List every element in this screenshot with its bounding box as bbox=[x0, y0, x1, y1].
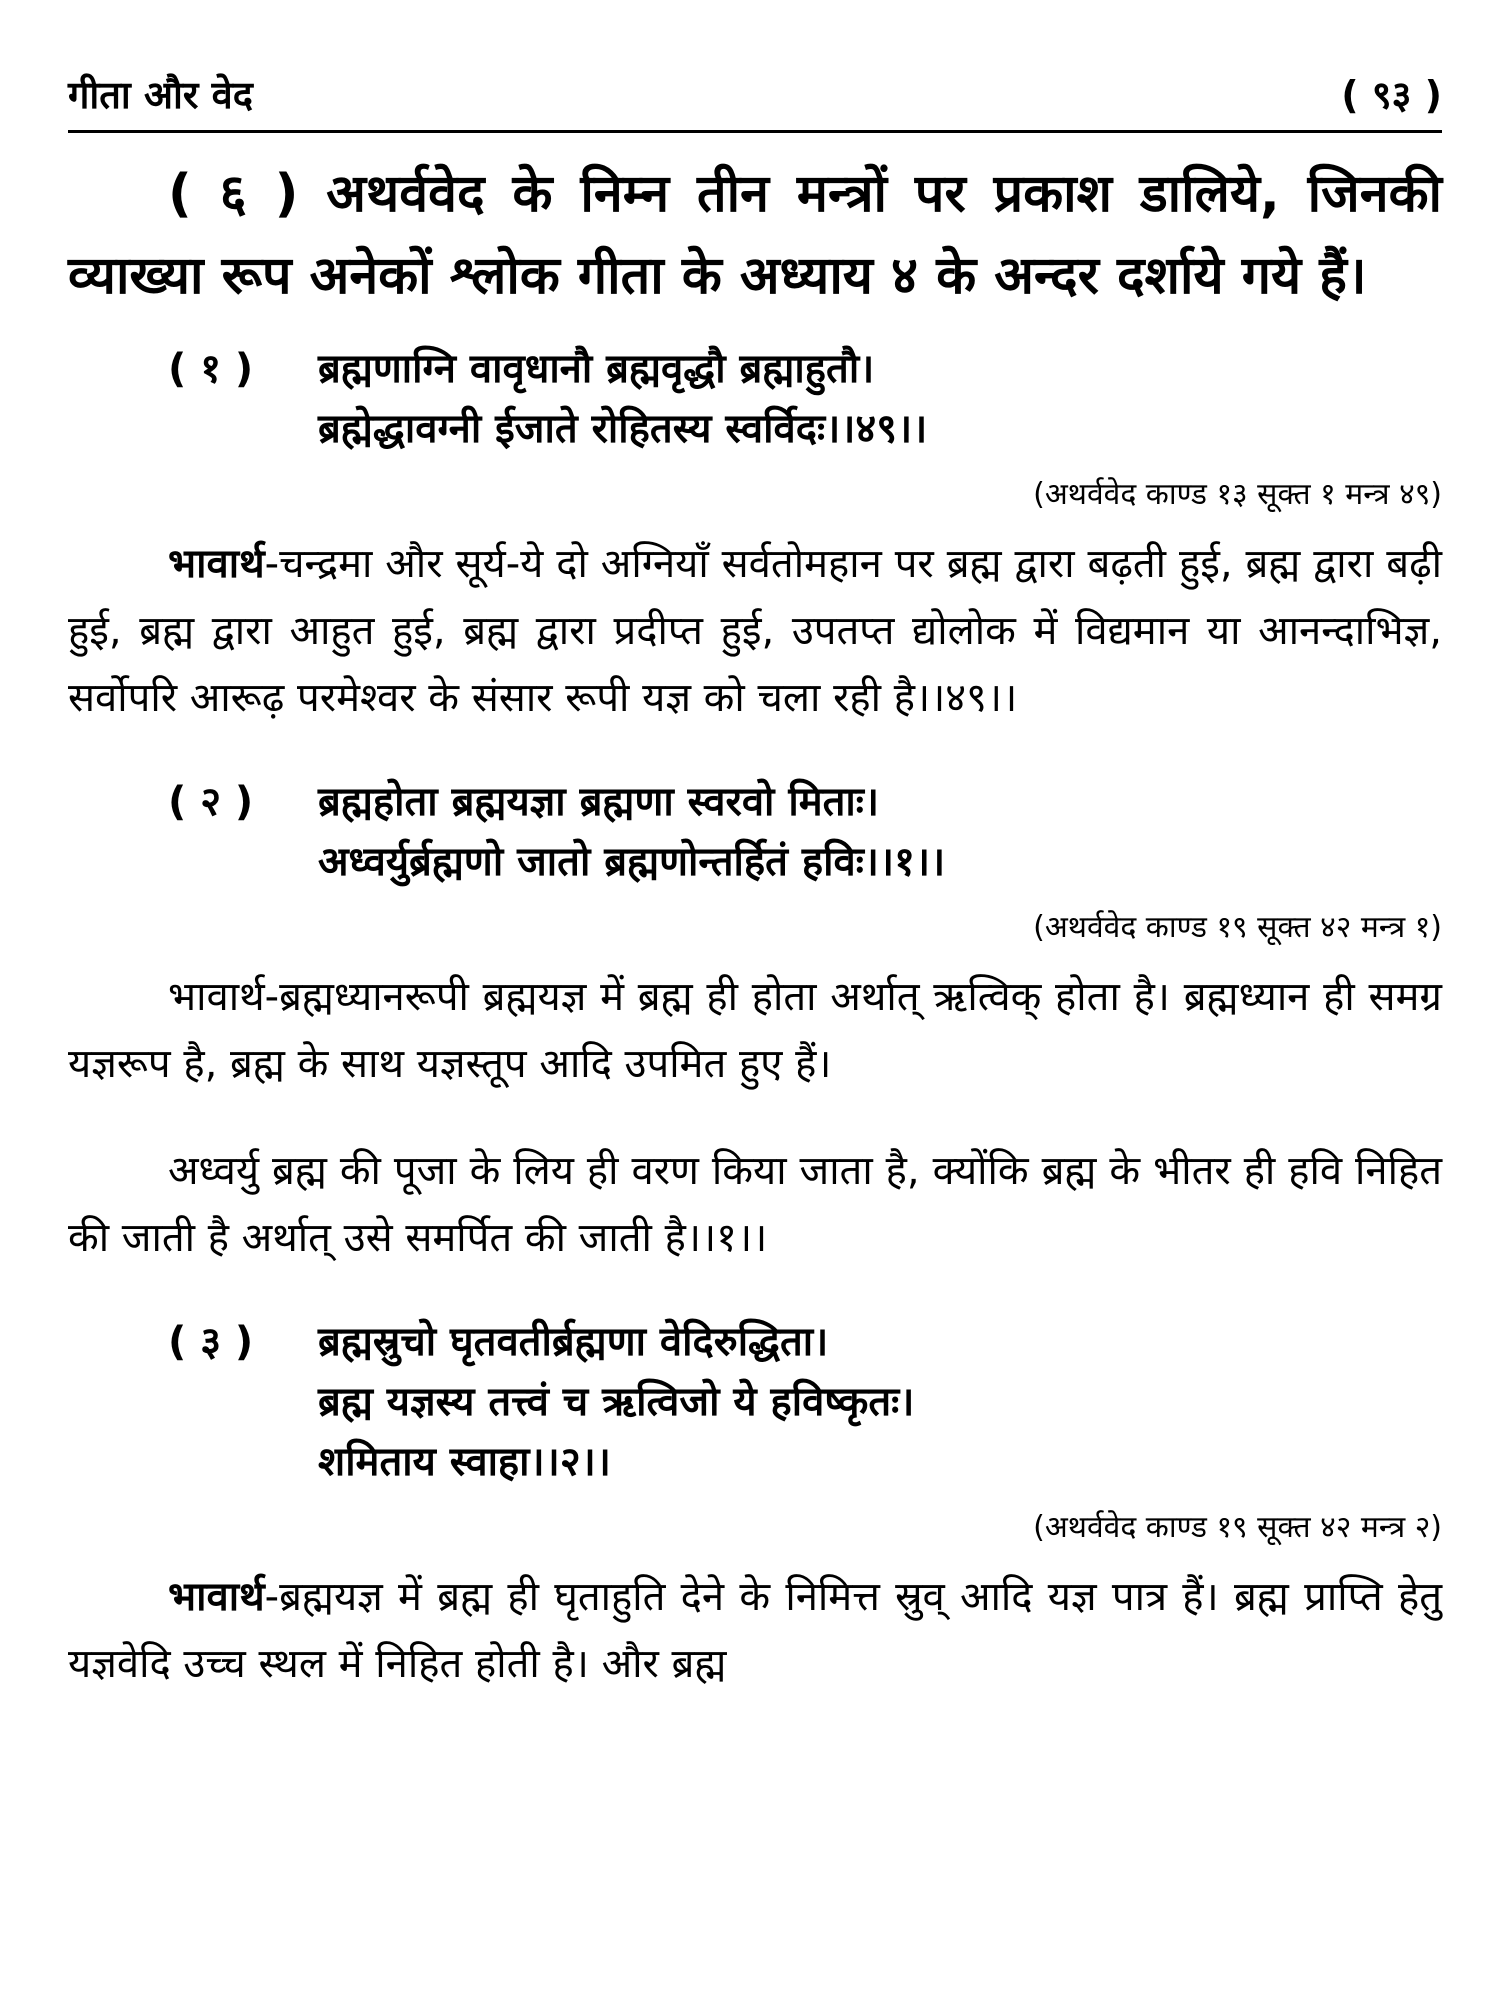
bhavarth-label: भावार्थ bbox=[168, 541, 265, 587]
verse-line: ब्रह्महोता ब्रह्मयज्ञा ब्रह्मणा स्वरवो मिताः। bbox=[318, 779, 880, 825]
bhavarth-label: भावार्थ bbox=[168, 1574, 265, 1620]
verse-citation: (अथर्ववेद काण्ड १३ सूक्त १ मन्त्र ४९) bbox=[1033, 477, 1442, 512]
running-header bbox=[68, 0, 1442, 133]
verse-block bbox=[68, 772, 1442, 892]
bhavarth-paragraph bbox=[68, 531, 1442, 732]
verse-number: ( ३ ) bbox=[168, 1319, 254, 1365]
verse-line: ब्रह्मेद्धावग्नी ईजाते रोहितस्य स्वर्विदः।।४९।। bbox=[318, 406, 928, 452]
verse-number: ( २ ) bbox=[168, 779, 254, 825]
verse-line: ब्रह्मणाग्नि वावृधानौ ब्रह्मवृद्धौ ब्रह्माहुतौ। bbox=[318, 346, 875, 392]
bhavarth-paragraph: भावार्थ-ब्रह्मध्यानरूपी ब्रह्मयज्ञ में ब्रह्म ही होता अर्थात् ऋत्विक् होता है। ब्रह्मध्यान ही समग्र यज्ञरूप है, ब्रह्म के साथ यज्ञस्तूप आदि उपमित हुए हैं। bbox=[68, 974, 1442, 1087]
bhavarth-text: -चन्द्रमा और सूर्य-ये दो अग्नियाँ सर्वतोमहान पर ब्रह्म द्वारा बढ़ती हुई, ब्रह्म द्वारा बढ़ी हुई, ब्रह्म द्वारा आहुत हुई, ब्रह्म द्वारा प्रदीप्त हुई, उपतप्त द्योलोक में विद्यमान या आनन्दाभिज्ञ, सर्वोपरि आरूढ़ परमेश्वर के संसार रूपी यज्ञ को चला रही है।।४९।। bbox=[68, 541, 1442, 721]
verse-line: शमिताय स्वाहा।।२।। bbox=[318, 1439, 611, 1485]
bhavarth-paragraph bbox=[68, 1564, 1442, 1698]
verse-line: ब्रह्मस्रुचो घृतवतीर्ब्रह्मणा वेदिरुद्धिता। bbox=[318, 1319, 829, 1365]
verse-number: ( १ ) bbox=[168, 346, 254, 392]
page-number: ( ९३ ) bbox=[1341, 73, 1442, 117]
verse-block bbox=[68, 339, 1442, 459]
verse-line: ब्रह्म यज्ञस्य तत्त्वं च ऋत्विजो ये हविष्कृतः। bbox=[318, 1379, 915, 1425]
question-heading: ( ६ ) अथर्ववेद के निम्न तीन मन्त्रों पर प्रकाश डालिये, जिनकी व्याख्या रूप अनेकों श्लोक गीता के अध्याय ४ के अन्दर दर्शाये गये हैं। bbox=[68, 164, 1442, 306]
verse-citation: (अथर्ववेद काण्ड १९ सूक्त ४२ मन्त्र २) bbox=[1033, 1510, 1442, 1545]
verse-citation: (अथर्ववेद काण्ड १९ सूक्त ४२ मन्त्र १) bbox=[1033, 910, 1442, 945]
verse-line: अध्वर्युर्ब्रह्मणो जातो ब्रह्मणोन्तर्हितं हविः।।१।। bbox=[318, 839, 946, 885]
adhvaryu-paragraph: अध्वर्यु ब्रह्म की पूजा के लिय ही वरण किया जाता है, क्योंकि ब्रह्म के भीतर ही हवि निहित की जाती है अर्थात् उसे समर्पित की जाती है।।१।। bbox=[68, 1148, 1442, 1261]
bhavarth-text: -ब्रह्मयज्ञ में ब्रह्म ही घृताहुति देने के निमित्त स्रुव् आदि यज्ञ पात्र हैं। ब्रह्म प्राप्ति हेतु यज्ञवेदि उच्च स्थल में निहित होती है। और ब्रह्म bbox=[68, 1574, 1442, 1687]
book-title: गीता और वेद bbox=[68, 73, 253, 117]
verse-block bbox=[68, 1312, 1442, 1492]
